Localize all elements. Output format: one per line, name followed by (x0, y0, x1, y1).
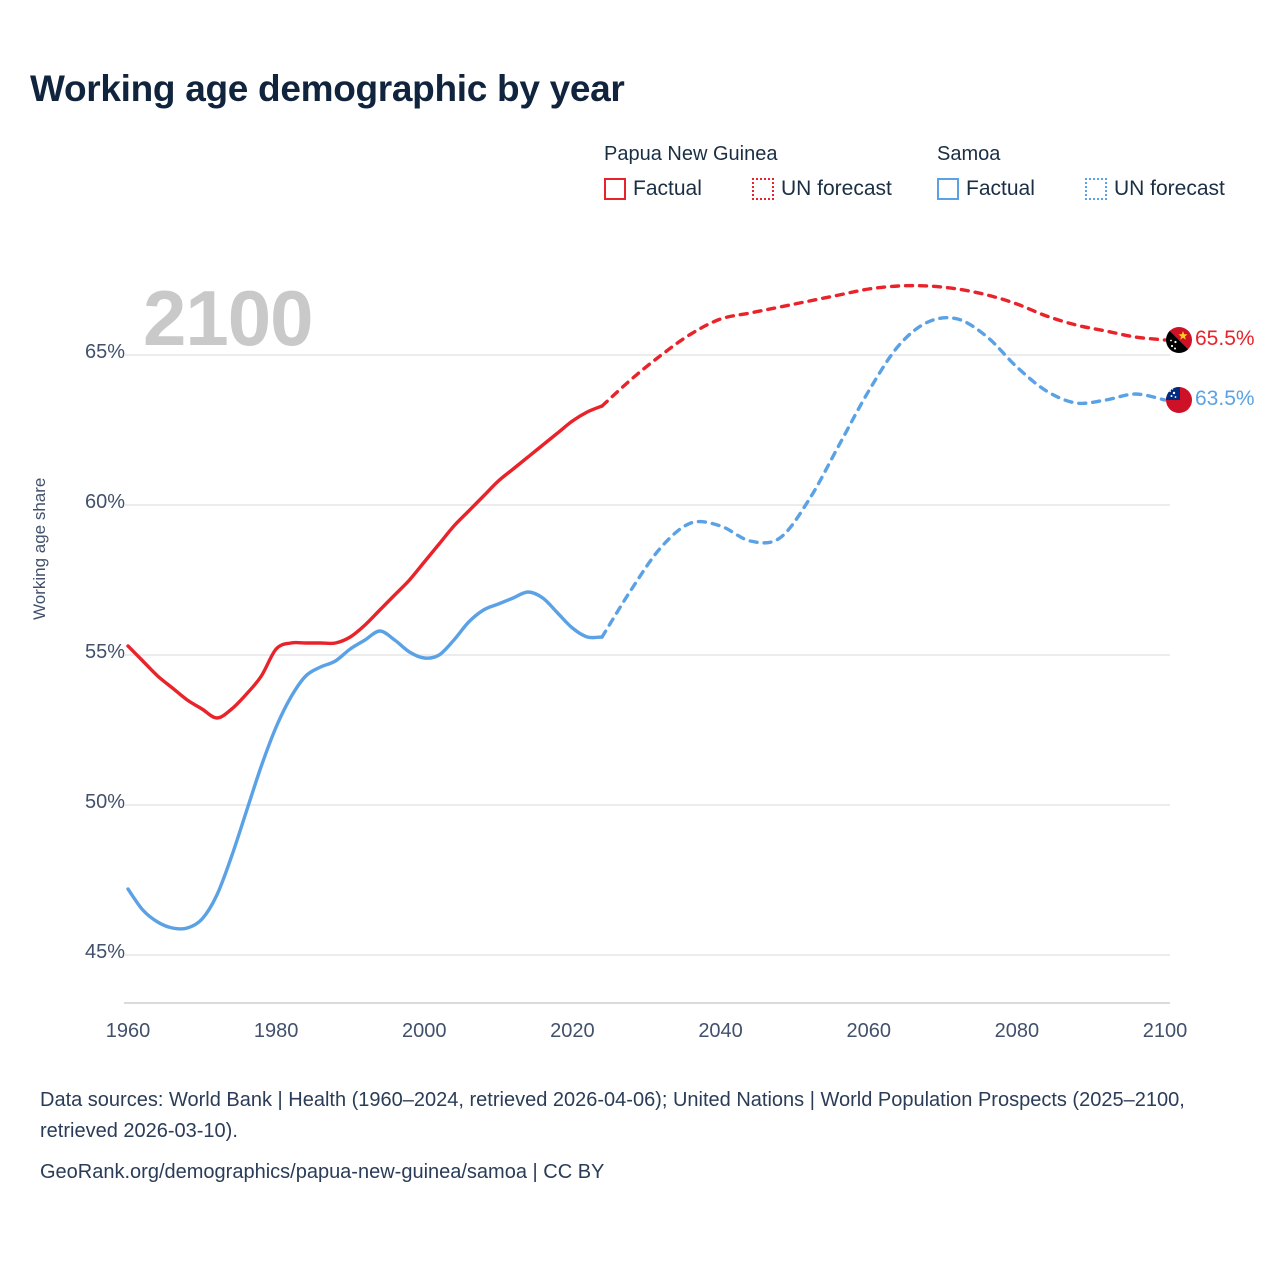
x-tick-label: 2060 (846, 1020, 891, 1042)
x-tick-label: 2040 (698, 1020, 743, 1042)
samoa-flag (1166, 387, 1192, 413)
y-tick-label: 50% (84, 791, 125, 813)
page-title: Working age demographic by year (30, 68, 625, 109)
legend-item-png-forecast[interactable] (752, 177, 892, 201)
series-end-value: 65.5% (1195, 327, 1255, 350)
legend-swatch-dotted-blue-icon (1085, 178, 1107, 200)
series-line (602, 318, 1165, 637)
footer-attribution[interactable]: GeoRank.org/demographics/papua-new-guinea/samoa | CC BY (40, 1161, 605, 1183)
x-tick-label: 1960 (105, 1020, 151, 1042)
y-tick-label: 45% (84, 941, 125, 963)
chart-svg (0, 255, 1280, 1055)
y-tick-label: 60% (84, 491, 125, 513)
footer-sources: Data sources: World Bank | Health (1960–2024, retrieved 2026-04-06); United Nations | World Population Prospects (2025–2100, retrieved 2026-03-10). (40, 1089, 1185, 1142)
series-line (128, 406, 602, 718)
watermark-year: 2100 (143, 274, 313, 362)
x-tick-label: 2020 (550, 1020, 595, 1042)
y-axis-label: Working age share (30, 477, 49, 620)
legend-label: Factual (633, 177, 702, 200)
legend-group-name-samoa: Samoa (937, 143, 1001, 165)
legend-keys (600, 177, 1260, 211)
y-tick-label: 65% (84, 341, 125, 363)
series-end-value: 63.5% (1195, 387, 1255, 410)
x-tick-label: 1980 (253, 1020, 299, 1042)
series-line (602, 286, 1165, 406)
legend-swatch-solid-blue-icon (937, 178, 959, 200)
legend-item-samoa-forecast[interactable] (1085, 177, 1225, 201)
legend-group-name-papua-new-guinea: Papua New Guinea (604, 143, 778, 165)
legend-label: UN forecast (1114, 177, 1225, 200)
legend-item-png-factual[interactable] (604, 177, 702, 201)
series-line (128, 592, 602, 929)
legend-label: UN forecast (781, 177, 892, 200)
y-tick-label: 55% (84, 641, 125, 663)
legend-group-names (600, 143, 1260, 169)
x-tick-label: 2100 (1142, 1020, 1188, 1042)
legend (600, 143, 1260, 211)
footer (40, 1085, 1240, 1188)
legend-label: Factual (966, 177, 1035, 200)
x-tick-label: 2000 (402, 1020, 447, 1042)
legend-item-samoa-factual[interactable] (937, 177, 1035, 201)
legend-swatch-solid-red-icon (604, 178, 626, 200)
legend-swatch-dotted-red-icon (752, 178, 774, 200)
chart-plot-area (0, 255, 1280, 1055)
x-tick-label: 2080 (994, 1020, 1040, 1042)
papua-new-guinea-flag (1166, 327, 1192, 353)
